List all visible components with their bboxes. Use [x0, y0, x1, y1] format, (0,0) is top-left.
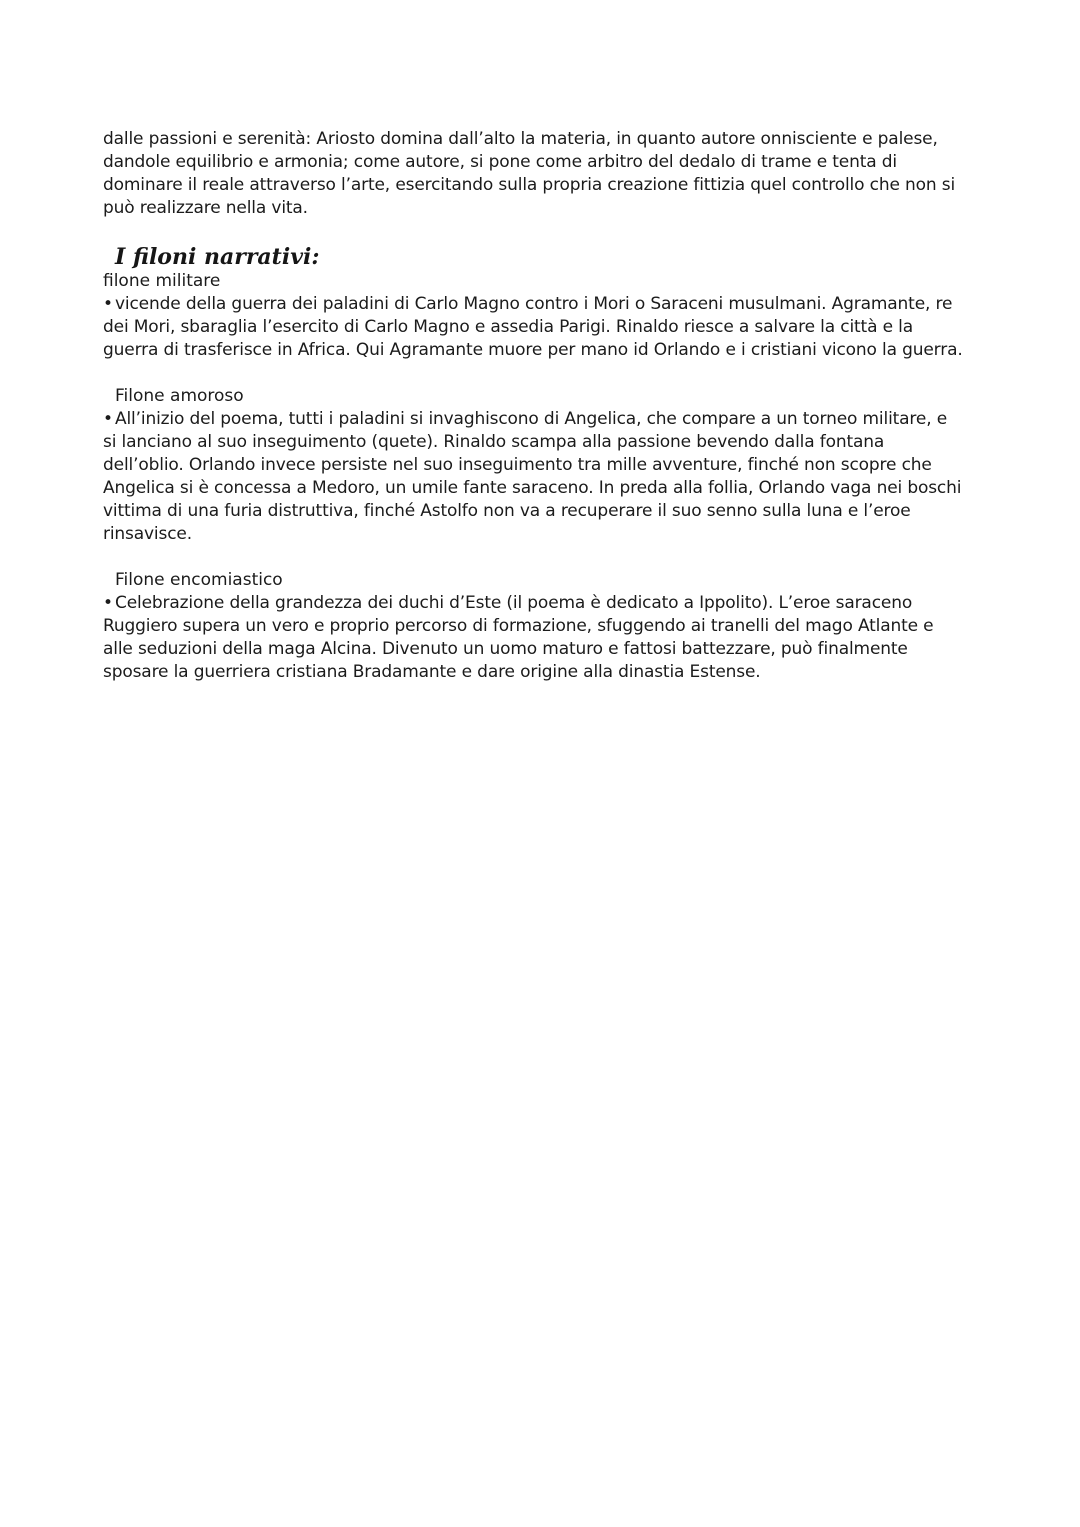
section-heading: I filoni narrativi: — [115, 244, 320, 270]
section-title: filone militare — [103, 271, 221, 291]
paragraph-line: dei Mori, sbaraglia l’esercito di Carlo Magno e assedia Parigi. Rinaldo riesce a salvare la città e la — [103, 317, 913, 337]
paragraph-line: alle seduzioni della maga Alcina. Divenuto un uomo maturo e fattosi battezzare, può finalmente — [103, 639, 908, 659]
section-filone-encomiastico — [103, 569, 983, 684]
paragraph-line: Ruggiero supera un vero e proprio percorso di formazione, sfuggendo ai tranelli del mago Atlante e — [103, 616, 934, 636]
section-title: Filone amoroso — [115, 386, 244, 406]
intro-paragraph — [103, 128, 983, 220]
paragraph-line: rinsavisce. — [103, 524, 192, 544]
paragraph-line — [103, 293, 983, 316]
intro-line: può realizzare nella vita. — [103, 198, 308, 218]
paragraph-line: Angelica si è concessa a Medoro, un umile fante saraceno. In preda alla follia, Orlando vaga nei boschi — [103, 478, 962, 498]
bullet-icon: • — [103, 294, 113, 314]
paragraph-text: Celebrazione della grandezza dei duchi d’Este (il poema è dedicato a Ippolito). L’eroe saraceno — [115, 593, 913, 613]
paragraph-line: vittima di una furia distruttiva, finché Astolfo non va a recuperare il suo senno sulla luna e l’eroe — [103, 501, 911, 521]
paragraph-line: dell’oblio. Orlando invece persiste nel suo inseguimento tra mille avventure, finché non scopre che — [103, 455, 932, 475]
intro-line: dalle passioni e serenità: Ariosto domina dall’alto la materia, in quanto autore onnisciente e palese, — [103, 129, 938, 149]
intro-line: dandole equilibrio e armonia; come autore, si pone come arbitro del dedalo di trame e tenta di — [103, 152, 897, 172]
paragraph-line — [103, 592, 983, 615]
paragraph-text: All’inizio del poema, tutti i paladini si invaghiscono di Angelica, che compare a un torneo militare, e — [115, 409, 948, 429]
paragraph-line: sposare la guerriera cristiana Bradamante e dare origine alla dinastia Estense. — [103, 662, 761, 682]
paragraph-line: si lanciano al suo inseguimento (quete). Rinaldo scampa alla passione bevendo dalla fontana — [103, 432, 885, 452]
section-filone-amoroso — [103, 385, 983, 546]
bullet-icon: • — [103, 593, 113, 613]
paragraph-text: vicende della guerra dei paladini di Carlo Magno contro i Mori o Saraceni musulmani. Agramante, re — [115, 294, 953, 314]
document-body — [103, 128, 983, 684]
intro-line: dominare il reale attraverso l’arte, esercitando sulla propria creazione fittizia quel controllo che non si — [103, 175, 956, 195]
section-title: Filone encomiastico — [115, 570, 283, 590]
paragraph-line — [103, 408, 983, 431]
bullet-icon: • — [103, 409, 113, 429]
section-filone-militare — [103, 270, 983, 362]
paragraph-line: guerra di trasferisce in Africa. Qui Agramante muore per mano id Orlando e i cristiani vicono la guerra. — [103, 340, 963, 360]
